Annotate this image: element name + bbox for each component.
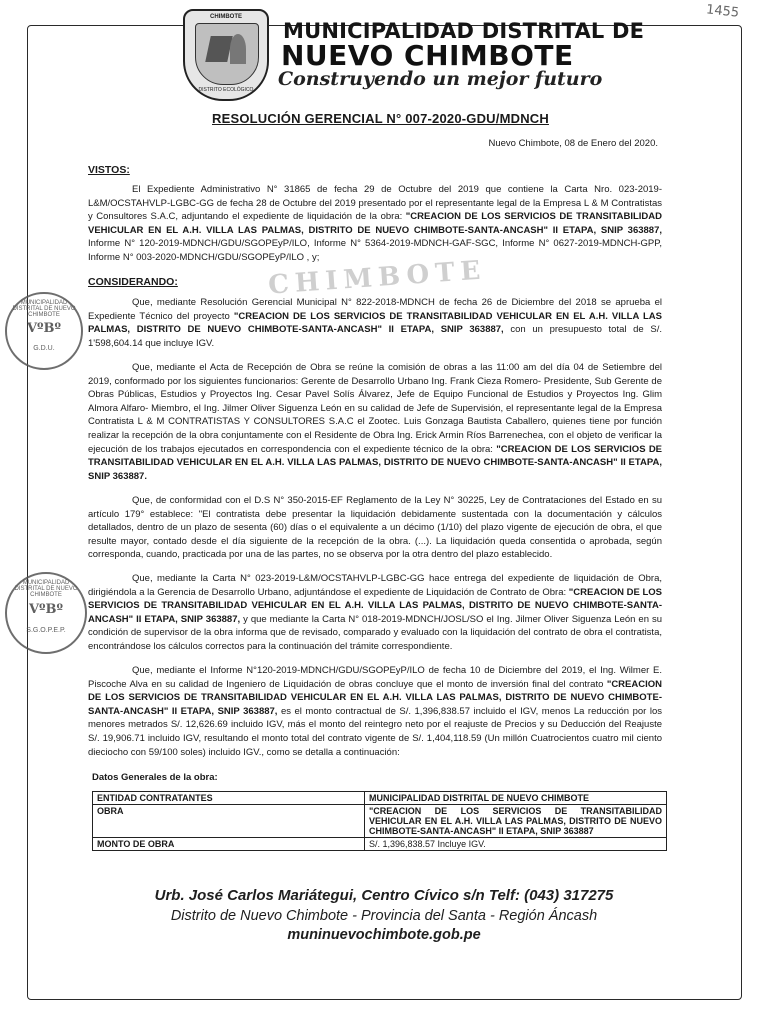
municipality-name-line2: NUEVO CHIMBOTE	[281, 39, 574, 72]
considerando-paragraph-1: Que, mediante Resolución Gerencial Municipal N° 822-2018-MDNCH de fecha 26 de Diciembre del 2018 se aprueba el Expediente Técnico del proyecto "CREACION DE LOS SERVICIOS DE TRANSITABILIDAD VEHICULAR EN EL A.H. VILLA LAS PALMAS, DISTRITO DE NUEVO CHIMBOTE-SANTA-ANCASH" II ETAPA, SNIP 363887, con un presupuesto total de S/. 1'598,604.14 que incluye IGV.	[88, 297, 662, 349]
considerando-paragraph-5: Que, mediante el Informe N°120-2019-MDNCH/GDU/SGOPEyP/ILO de fecha 10 de Diciembre del 2019, el Ing. Wilmer E. Piscoche Alva en su calidad de Ingeniero de Liquidación de obras concluye que el monto de inversión final del contrato "CREACION DE LOS SERVICIOS DE TRANSITABILIDAD VEHICULAR EN EL A.H. VILLA LAS PALMAS, DISTRITO DE NUEVO CHIMBOTE-SANTA-ANCASH" II ETAPA, SNIP 363887, es el monto contractual de S/. 1,396,838.57 incluido el IGV, menos La reducción por los menores metrados S/. 12,626.69 incluido IGV, más el monto del reintegro neto por el reajuste de Precios y su Deducción del Reajuste S/. 19,906.71 incluido IGV, resultando el monto total del contrato vigente de S/. 1,404,118.59 (Un millón Cuatrocientos cuatro mil ciento dieciocho con 59/100 soles) incluido IGV., como se detalla a continuación:	[88, 665, 662, 758]
table-row: ENTIDAD CONTRATANTES MUNICIPALIDAD DISTRITAL DE NUEVO CHIMBOTE	[93, 792, 667, 805]
considerando-paragraph-3: Que, de conformidad con el D.S N° 350-2015-EF Reglamento de la Ley N° 30225, Ley de Contrataciones del Estado en su artículo 179° establece: "El contratista debe presentar la liquidación debidamente sustentada con la documentación y cálculos detallados, dentro de un plazo de sesenta (60) días o el equivalente a un décimo (1/10) del plazo vigente de ejecución de obra, el que resulte mayor, contado desde el día siguiente de la recepción de la obra. (...). La liquidación queda consentida o aprobada, según corresponda, cuando, practicada por una de las partes, no se observa por la otra dentro del plazo establecido.	[88, 495, 662, 561]
vobo-stamp-sgopep: MUNICIPALIDAD DISTRITAL DE NUEVO CHIMBOTE VºBº S.G.O.P.E.P.	[5, 572, 87, 654]
datos-generales-heading: Datos Generales de la obra:	[92, 772, 218, 783]
considerando-paragraph-2: Que, mediante el Acta de Recepción de Obra se reúne la comisión de obras a las 11:00 am del día 04 de Setiembre del 2019, conformado por los siguientes funcionarios: Gerente de Desarrollo Urbano Ing. Frank Cieza Romero- Presidente, Sub Gerente de Obras Públicas, Estudios y Proyectos Ing. Cesar Pavel Solís Álvarez, Jefe de Equipo Funcional de Estudios y Proyectos Ing. Glim Almora Alfaro- Miembro, el Ing. Jilmer Oliver Siguenza León en su calidad de Jefe de Supervisión, el representante legal de la Empresa Contratista L & M CONTRATISTAS Y CONSULTORES S.A.C el Zootec. Luis Gonzaga Bautista Caballero, quienes tiene por función realizar la recepción de la obra conjuntamente con el Residente de Obra Ing. Erick Armin Ríos Barrenechea, con el objeto de verificar la ejecución de los trabajos ejecutados en correspondencia con el expediente técnico de la obra: "CREACION DE LOS SERVICIOS DE TRANSITABILIDAD VEHICULAR EN EL A.H. VILLA LAS PALMAS, DISTRITO DE NUEVO CHIMBOTE-SANTA-ANCASH" II ETAPA, SNIP 363887.	[88, 362, 663, 482]
considerando-paragraph-4: Que, mediante la Carta N° 023-2019-L&M/OCSTAHVLP-LGBC-GG hace entrega del expediente de liquidación de Obra, dirigiéndola a la Gerencia de Desarrollo Urbano, adjuntándose el expediente de Liquidación de Contrato de Obra: "CREACION DE LOS SERVICIOS DE TRANSITABILIDAD VEHICULAR EN EL A.H. VILLA LAS PALMAS, DISTRITO DE NUEVO CHIMBOTE-SANTA-ANCASH" II ETAPA, SNIP 363887, y que mediante la Carta N° 018-2019-MDNCH/JOSL/SO el Ing. Jilmer Oliver Siguenza León en su condición de supervisor de la obra informa que de revisado, comparado y evaluado con la liquidación del contrato de obra el contratista, encontrándose los cálculos correctos para la continuación del trámite correspondiente.	[88, 573, 662, 652]
table-row: OBRA "CREACION DE LOS SERVICIOS DE TRANSITABILIDAD VEHICULAR EN EL A.H. VILLA LAS PALMAS, DISTRITO DE NUEVO CHIMBOTE-SANTA-ANCASH" II ETAPA, SNIP 363887	[93, 805, 667, 838]
footer-district: Distrito de Nuevo Chimbote - Provincia del Santa - Región Áncash	[170, 908, 598, 924]
resolution-title: RESOLUCIÓN GERENCIAL N° 007-2020-GDU/MDNCH	[212, 111, 549, 126]
vistos-paragraph: El Expediente Administrativo N° 31865 de fecha 29 de Octubre del 2019 que contiene la Carta Nro. 023-2019-L&M/OCSTAHVLP-LGBC-GG de fecha 28 de Octubre del 2019 presentado por el representante legal de la Empresa L & M Contratistas y Consultores S.A.C, adjuntando el expediente de liquidación de la obra: "CREACION DE LOS SERVICIOS DE TRANSITABILIDAD VEHICULAR EN EL A.H. VILLA LAS PALMAS, DISTRITO DE NUEVO CHIMBOTE-SANTA-ANCASH" II ETAPA, SNIP 363887, Informe N° 120-2019-MDNCH/GDU/SGOPEyP/ILO, Informe N° 5364-2019-MDNCH-GAF-SGC, Informe N° 0627-2019-MDNCH-GPP, Informe N° 003-2020-MDNCH/GDU/SGOPEyP/ILO , y;	[88, 184, 662, 263]
table-row: MONTO DE OBRA S/. 1,396,838.57 Incluye IGV.	[93, 838, 667, 851]
faint-watermark: CHIMBOTE	[267, 255, 488, 301]
vistos-heading: VISTOS:	[88, 164, 130, 176]
handwritten-page-number: 1455	[705, 2, 740, 21]
obra-data-table	[92, 791, 667, 851]
considerando-heading: CONSIDERANDO:	[88, 276, 178, 288]
document-date: Nuevo Chimbote, 08 de Enero del 2020.	[488, 138, 658, 149]
municipal-seal-icon: CHIMBOTE DISTRITO ECOLÓGICO	[183, 9, 269, 101]
slogan: Construyendo un mejor futuro	[278, 68, 603, 90]
footer-address: Urb. José Carlos Mariátegui, Centro Cívico s/n Telf: (043) 317275	[154, 887, 614, 904]
footer-website: muninuevochimbote.gob.pe	[287, 927, 481, 943]
vobo-stamp-gdu: MUNICIPALIDAD DISTRITAL DE NUEVO CHIMBOTE VºBº G.D.U.	[5, 292, 83, 370]
municipality-name-line1: MUNICIPALIDAD DISTRITAL DE	[283, 19, 645, 43]
